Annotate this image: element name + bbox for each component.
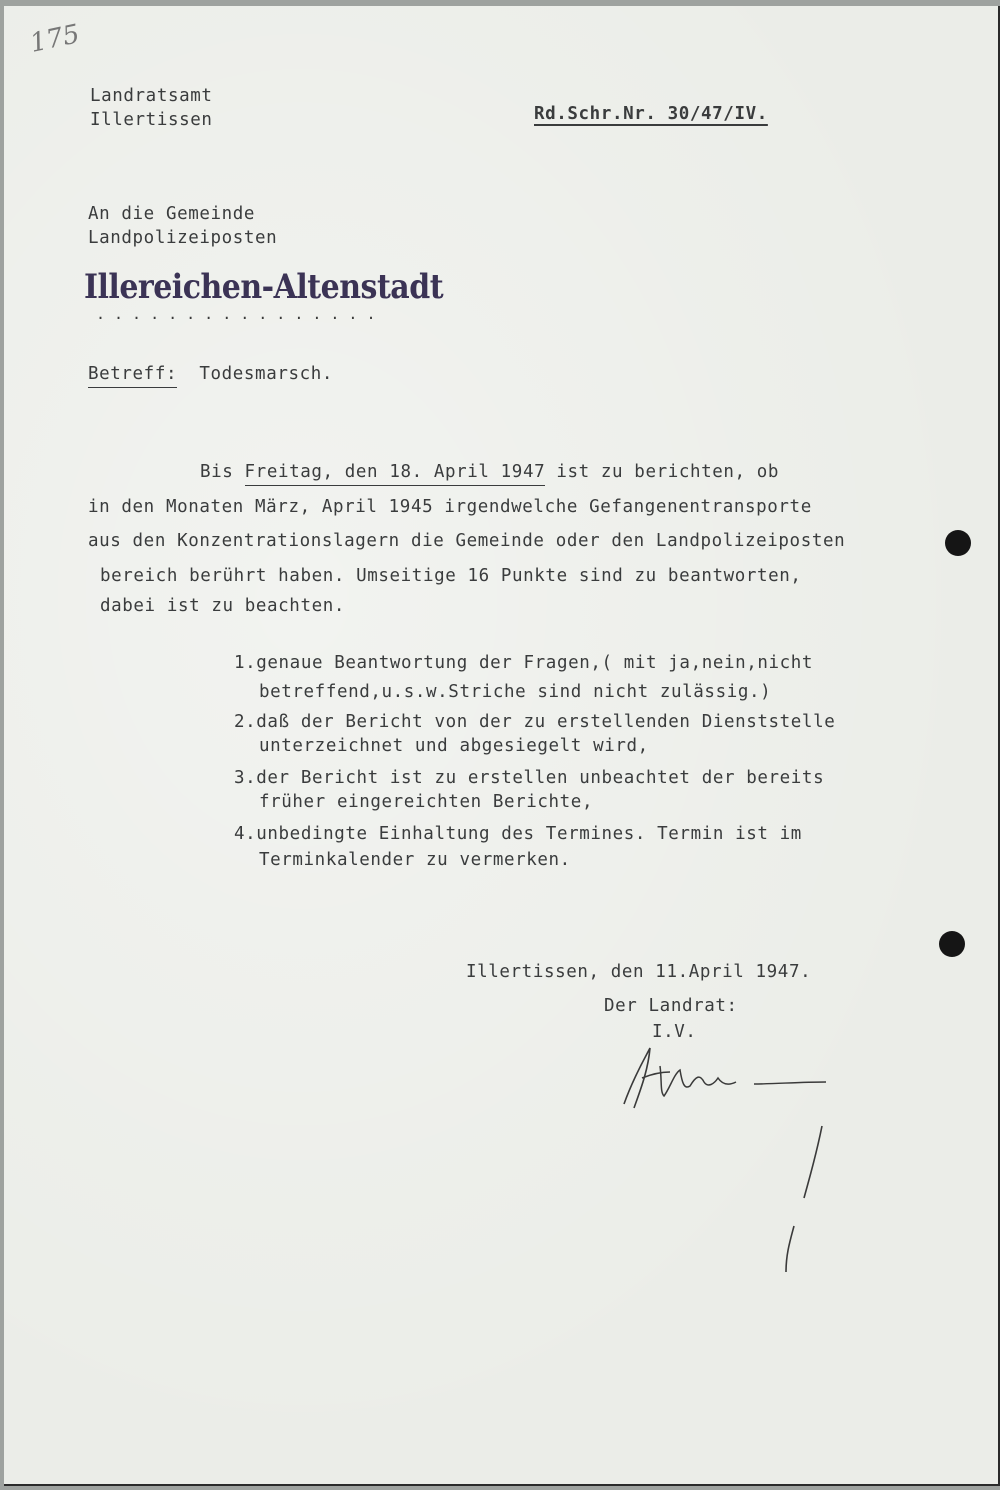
point-3-line-2: früher eingereichten Berichte, [259, 792, 594, 812]
punch-hole-top [945, 530, 971, 556]
body-line-1 [200, 464, 779, 482]
point-2-line-2: unterzeichnet und abgesiegelt wird, [259, 736, 649, 756]
signatory-title: Der Landrat: [604, 996, 738, 1016]
body-line-5: dabei ist zu beachten. [100, 596, 345, 616]
place-date: Illertissen, den 11.April 1947. [466, 962, 812, 982]
punch-hole-bottom [939, 931, 965, 957]
point-3-line-1: 3.der Bericht ist zu erstellen unbeachtet der bereits [234, 768, 825, 788]
subject-text: Todesmarsch. [199, 364, 334, 384]
subject-line [88, 366, 333, 384]
document-page [4, 6, 1000, 1486]
point-1-line-1: 1.genaue Beantwortung der Fragen,( mit ja,nein,nicht [234, 653, 814, 673]
body-line-2: in den Monaten März, April 1945 irgendwelche Gefangenentransporte [88, 497, 812, 517]
municipality-stamp: Illereichen-Altenstadt [84, 268, 444, 308]
point-4-line-1: 4.unbedingte Einhaltung des Termines. Termin ist im [234, 824, 802, 844]
body-line-1-pre: Bis [200, 462, 245, 482]
subject-label: Betreff: [88, 364, 177, 388]
deputy-mark: I.V. [652, 1022, 697, 1042]
sender-line-1: Landratsamt [90, 86, 213, 106]
point-2-line-1: 2.daß der Bericht von der zu erstellenden Dienststelle [234, 712, 836, 732]
point-1-line-2: betreffend,u.s.w.Striche sind nicht zulässig.) [259, 682, 772, 702]
recipient-line-2: Landpolizeiposten [88, 228, 278, 248]
body-line-3: aus den Konzentrationslagern die Gemeinde oder den Landpolizeiposten [88, 531, 846, 551]
stamp-dots: ................ [96, 305, 385, 323]
body-line-1-post: ist zu berichten, ob [545, 462, 780, 482]
point-4-line-2: Terminkalender zu vermerken. [259, 850, 571, 870]
reference-number: Rd.Schr.Nr. 30/47/IV. [534, 104, 768, 124]
archive-number: 175 [27, 19, 83, 59]
recipient-line-1: An die Gemeinde [88, 204, 256, 224]
handwritten-signature [604, 1022, 844, 1286]
deadline-date: Freitag, den 18. April 1947 [245, 462, 546, 486]
sender-line-2: Illertissen [90, 110, 213, 130]
body-line-4: bereich berührt haben. Umseitige 16 Punkte sind zu beantworten, [100, 566, 802, 586]
